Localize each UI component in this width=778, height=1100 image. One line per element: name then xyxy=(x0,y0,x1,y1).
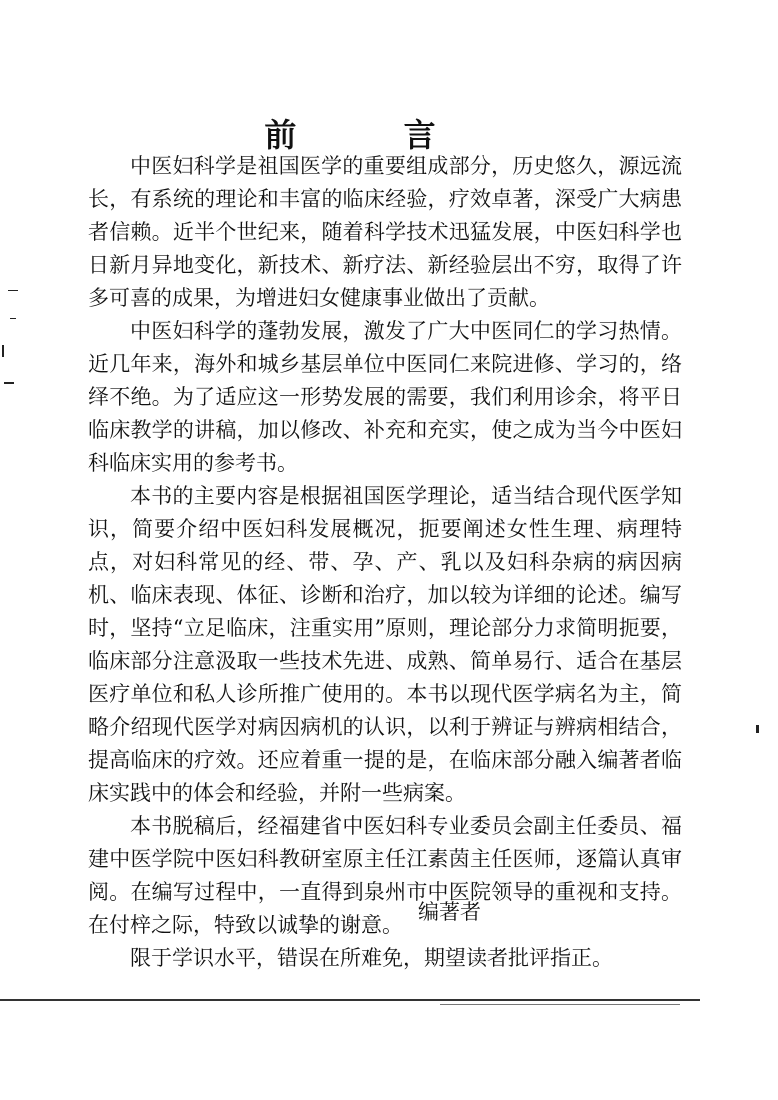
preface-body xyxy=(88,150,682,975)
scan-mark-2 xyxy=(10,318,16,319)
scan-mark-4 xyxy=(4,382,14,384)
bottom-rule-faint xyxy=(440,1004,680,1005)
author-signature: 编著者 xyxy=(418,900,481,924)
page-title: 前 言 xyxy=(264,116,484,154)
scan-mark-3 xyxy=(2,345,4,357)
paragraph-1: 中医妇科学是祖国医学的重要组成部分，历史悠久，源远流长，有系统的理论和丰富的临床经验，疗效卓著，深受广大病患者信赖。近半个世纪来，随着科学技术迅猛发展，中医妇科学也日新月异地变化，新技术、新疗法、新经验层出不穷，取得了许多可喜的成果，为增进妇女健康事业做出了贡献。 xyxy=(88,154,682,310)
paragraph-2: 中医妇科学的蓬勃发展，激发了广大中医同仁的学习热情。近几年来，海外和城乡基层单位中医同仁来院进修、学习的，络绎不绝。为了适应这一形势发展的需要，我们利用诊余，将平日临床教学的讲稿，加以修改、补充和充实，使之成为当今中医妇科临床实用的参考书。 xyxy=(88,319,682,475)
paragraph-4: 本书脱稿后，经福建省中医妇科专业委员会副主任委员、福建中医学院中医妇科教研室原主任江素茵主任医师，逐篇认真审阅。在编写过程中，一直得到泉州市中医院领导的重视和支持。在付梓之际，特致以诚挚的谢意。 xyxy=(88,814,682,937)
paragraph-5: 限于学识水平，错误在所难免，期望读者批评指正。 xyxy=(130,946,613,970)
scan-mark-1 xyxy=(8,290,18,291)
bottom-rule xyxy=(0,999,700,1001)
paragraph-3: 本书的主要内容是根据祖国医学理论，适当结合现代医学知识，简要介绍中医妇科发展概况，扼要阐述女性生理、病理特点，对妇科常见的经、带、孕、产、乳以及妇科杂病的病因病机、临床表现、体征、诊断和治疗，加以较为详细的论述。编写时，坚持“立足临床，注重实用”原则，理论部分力求简明扼要，临床部分注意汲取一些技术先进、成熟、简单易行、适合在基层医疗单位和私人诊所推广使用的。本书以现代医学病名为主，简略介绍现代医学对病因病机的认识，以利于辨证与辨病相结合，提高临床的疗效。还应着重一提的是，在临床部分融入编著者临床实践中的体会和经验，并附一些病案。 xyxy=(88,484,682,805)
scan-mark-5 xyxy=(756,725,759,733)
